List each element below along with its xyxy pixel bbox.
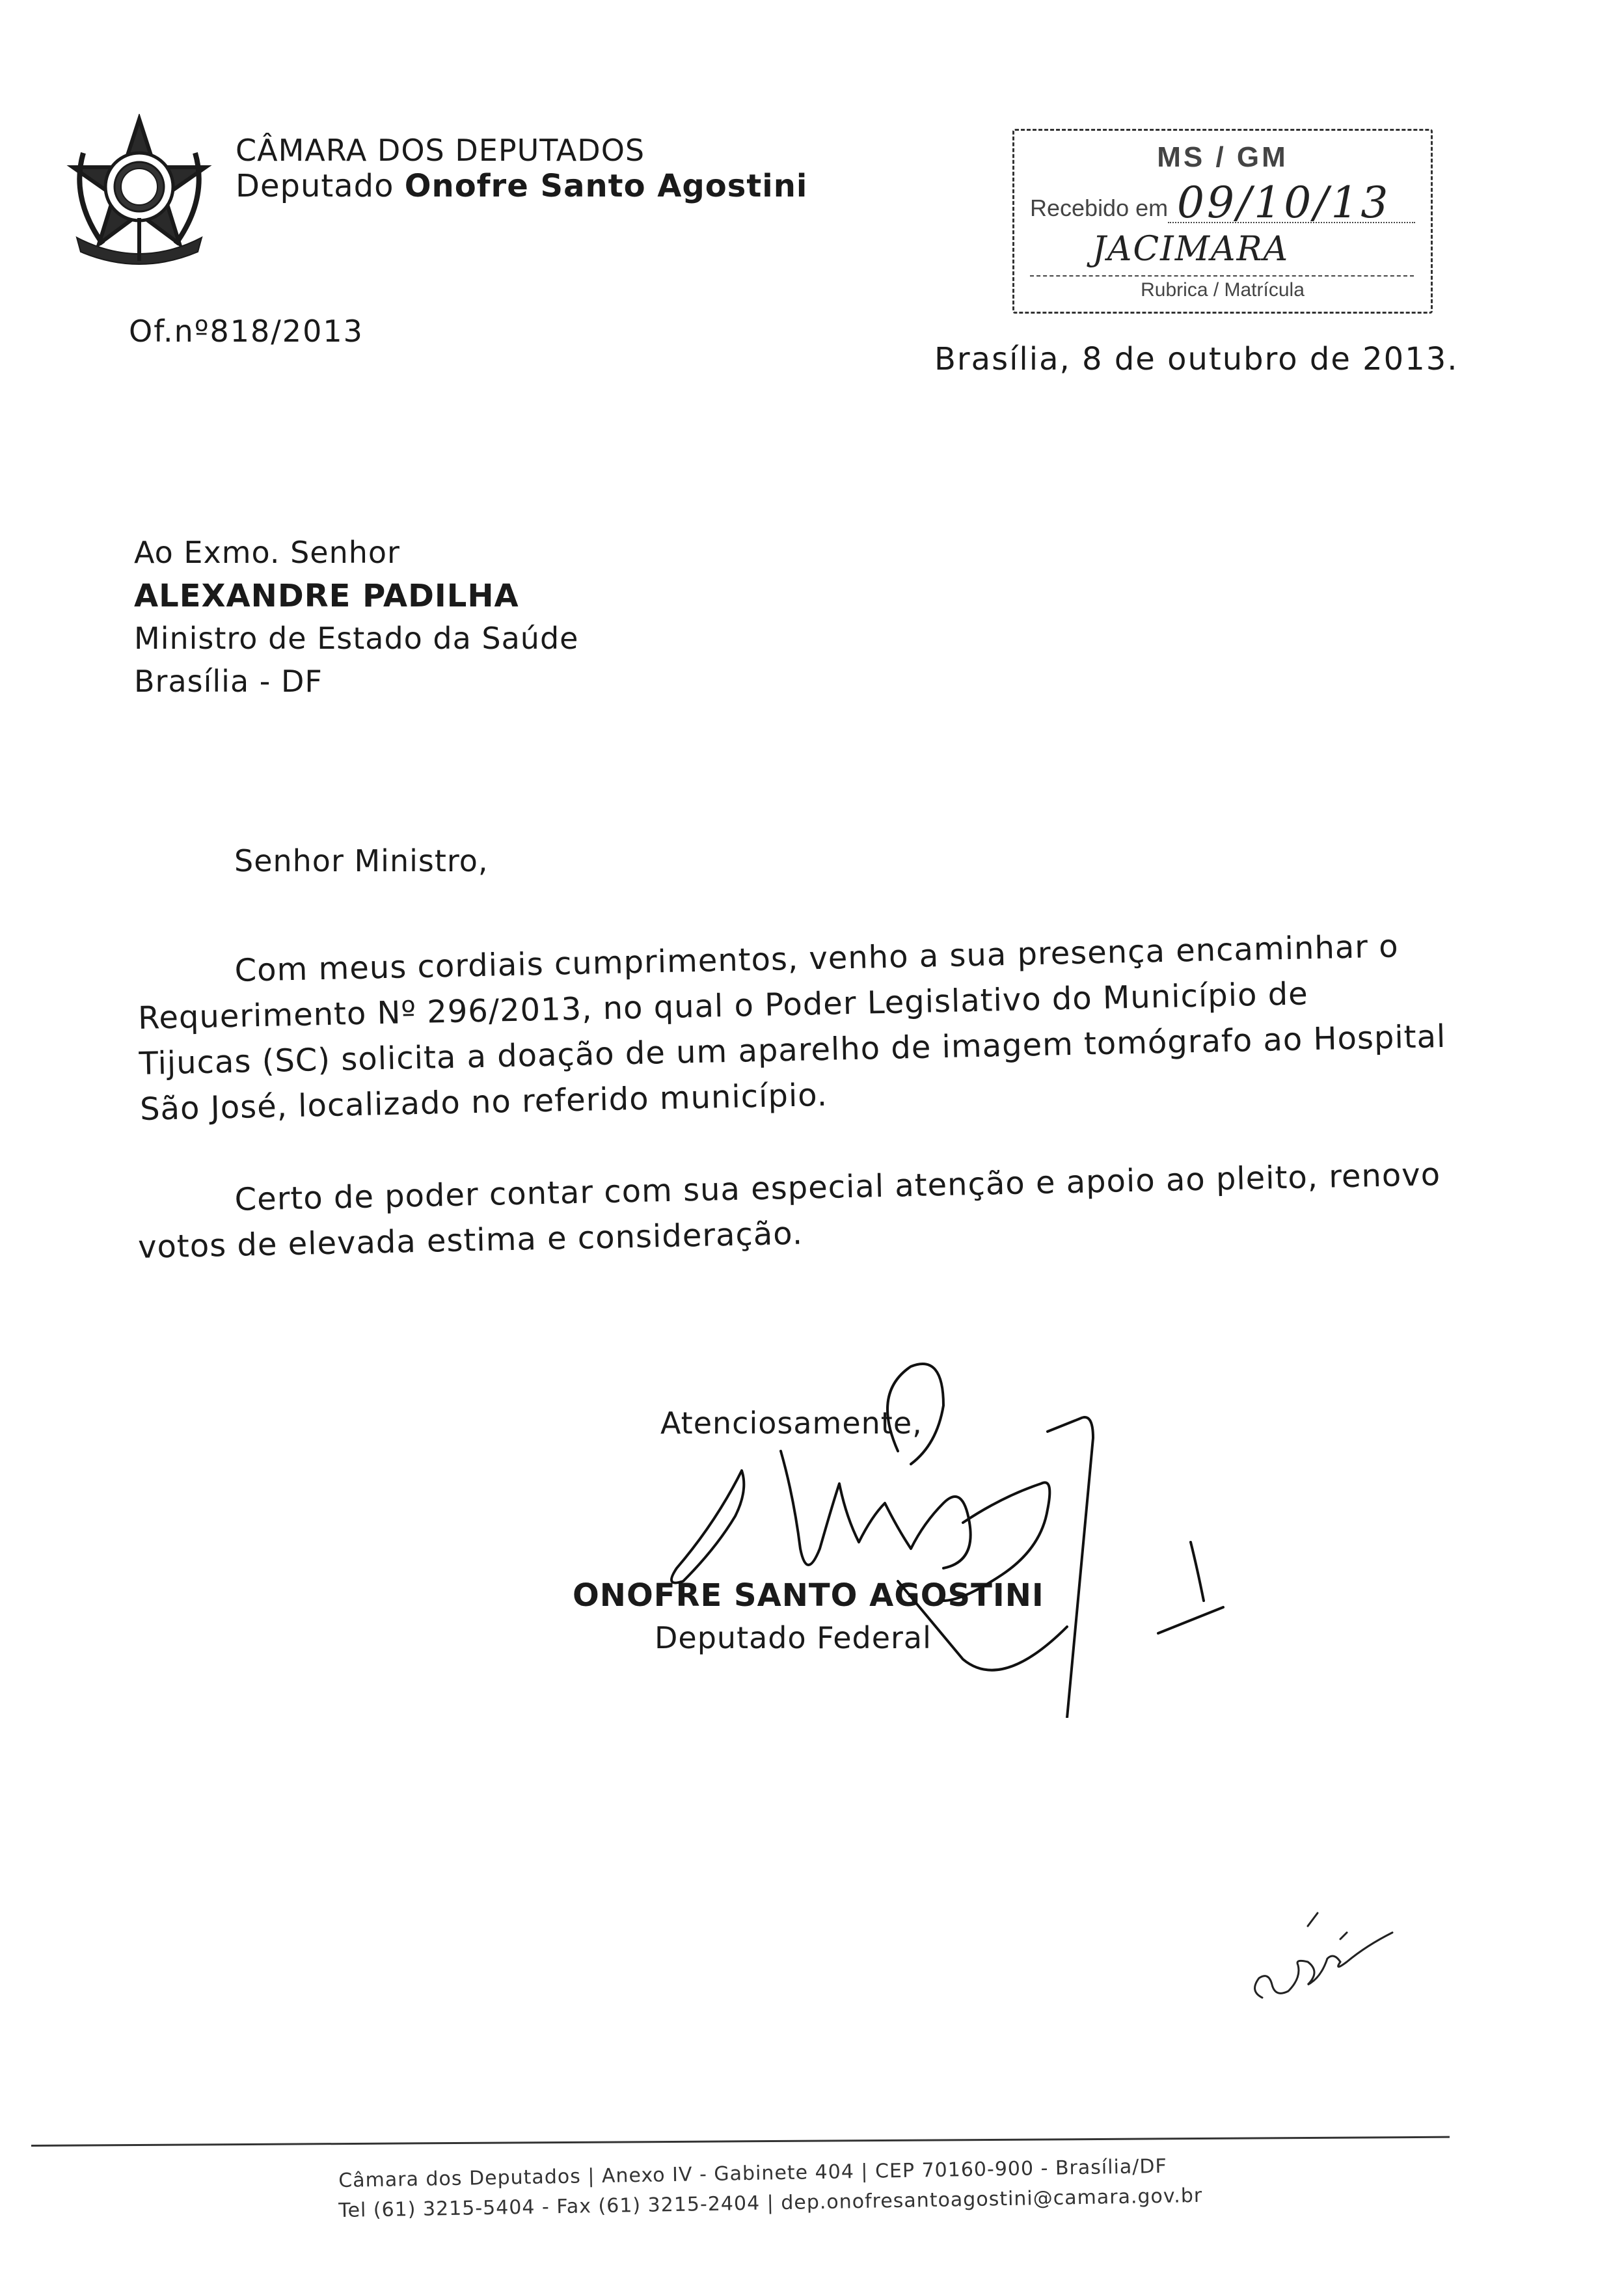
- salutation: Senhor Ministro,: [234, 843, 489, 878]
- body-line: São José, localizado no referido município.: [139, 1076, 828, 1128]
- deputy-line: [236, 168, 807, 204]
- brazil-coat-of-arms-icon: [64, 114, 215, 267]
- office-number: Of.nº818/2013: [129, 314, 364, 349]
- stamp-divider: [1030, 275, 1414, 277]
- body-paragraph-2: [137, 1152, 1439, 1270]
- stamp-divider: [1168, 222, 1415, 223]
- institution-name: CÂMARA DOS DEPUTADOS: [236, 133, 645, 168]
- stamp-handwritten-name: JACIMARA: [1092, 230, 1290, 269]
- recipient-title: Ministro de Estado da Saúde: [134, 621, 579, 656]
- body-line: votos de elevada estima e consideração.: [137, 1215, 804, 1266]
- stamp-received-label: Recebido em: [1030, 195, 1169, 221]
- footer-rule: [31, 2136, 1450, 2147]
- stamp-received-date: 09/10/13: [1177, 178, 1391, 228]
- place-date: Brasília, 8 de outubro de 2013.: [934, 341, 1459, 377]
- body-line: Tijucas (SC) solicita a doação de um aparelho de imagem tomógrafo ao Hospital: [139, 1018, 1446, 1082]
- body-line: Requerimento Nº 296/2013, no qual o Poder Legislativo do Município de: [137, 975, 1309, 1037]
- footer-contact: Tel (61) 3215-5404 - Fax (61) 3215-2404 | dep.onofresantoagostini@camara.gov.br: [338, 2184, 1203, 2222]
- stamp-footer: Rubrica / Matrícula: [1141, 279, 1305, 301]
- signer-name: ONOFRE SANTO AGOSTINI: [573, 1577, 1044, 1614]
- reception-stamp: [1012, 129, 1433, 314]
- handwritten-copia-note: [1236, 1900, 1405, 2017]
- body-paragraph-1: [137, 923, 1446, 1132]
- recipient-name: ALEXANDRE PADILHA: [134, 578, 519, 614]
- stamp-heading: MS / GM: [1157, 141, 1288, 173]
- footer-address: Câmara dos Deputados | Anexo IV - Gabinete 404 | CEP 70160-900 - Brasília/DF: [338, 2154, 1168, 2192]
- recipient-city: Brasília - DF: [134, 664, 323, 699]
- handwritten-signature: [638, 1353, 1256, 1718]
- body-line: Certo de poder contar com sua especial atenção e apoio ao pleito, renovo: [234, 1156, 1441, 1218]
- signer-role: Deputado Federal: [655, 1620, 932, 1655]
- body-line: Com meus cordiais cumprimentos, venho a sua presença encaminhar o: [234, 928, 1400, 989]
- deputy-prefix: Deputado: [236, 168, 394, 204]
- closing: Atenciosamente,: [660, 1406, 923, 1441]
- deputy-name: Onofre Santo Agostini: [404, 168, 808, 204]
- address-salutation: Ao Exmo. Senhor: [134, 535, 400, 570]
